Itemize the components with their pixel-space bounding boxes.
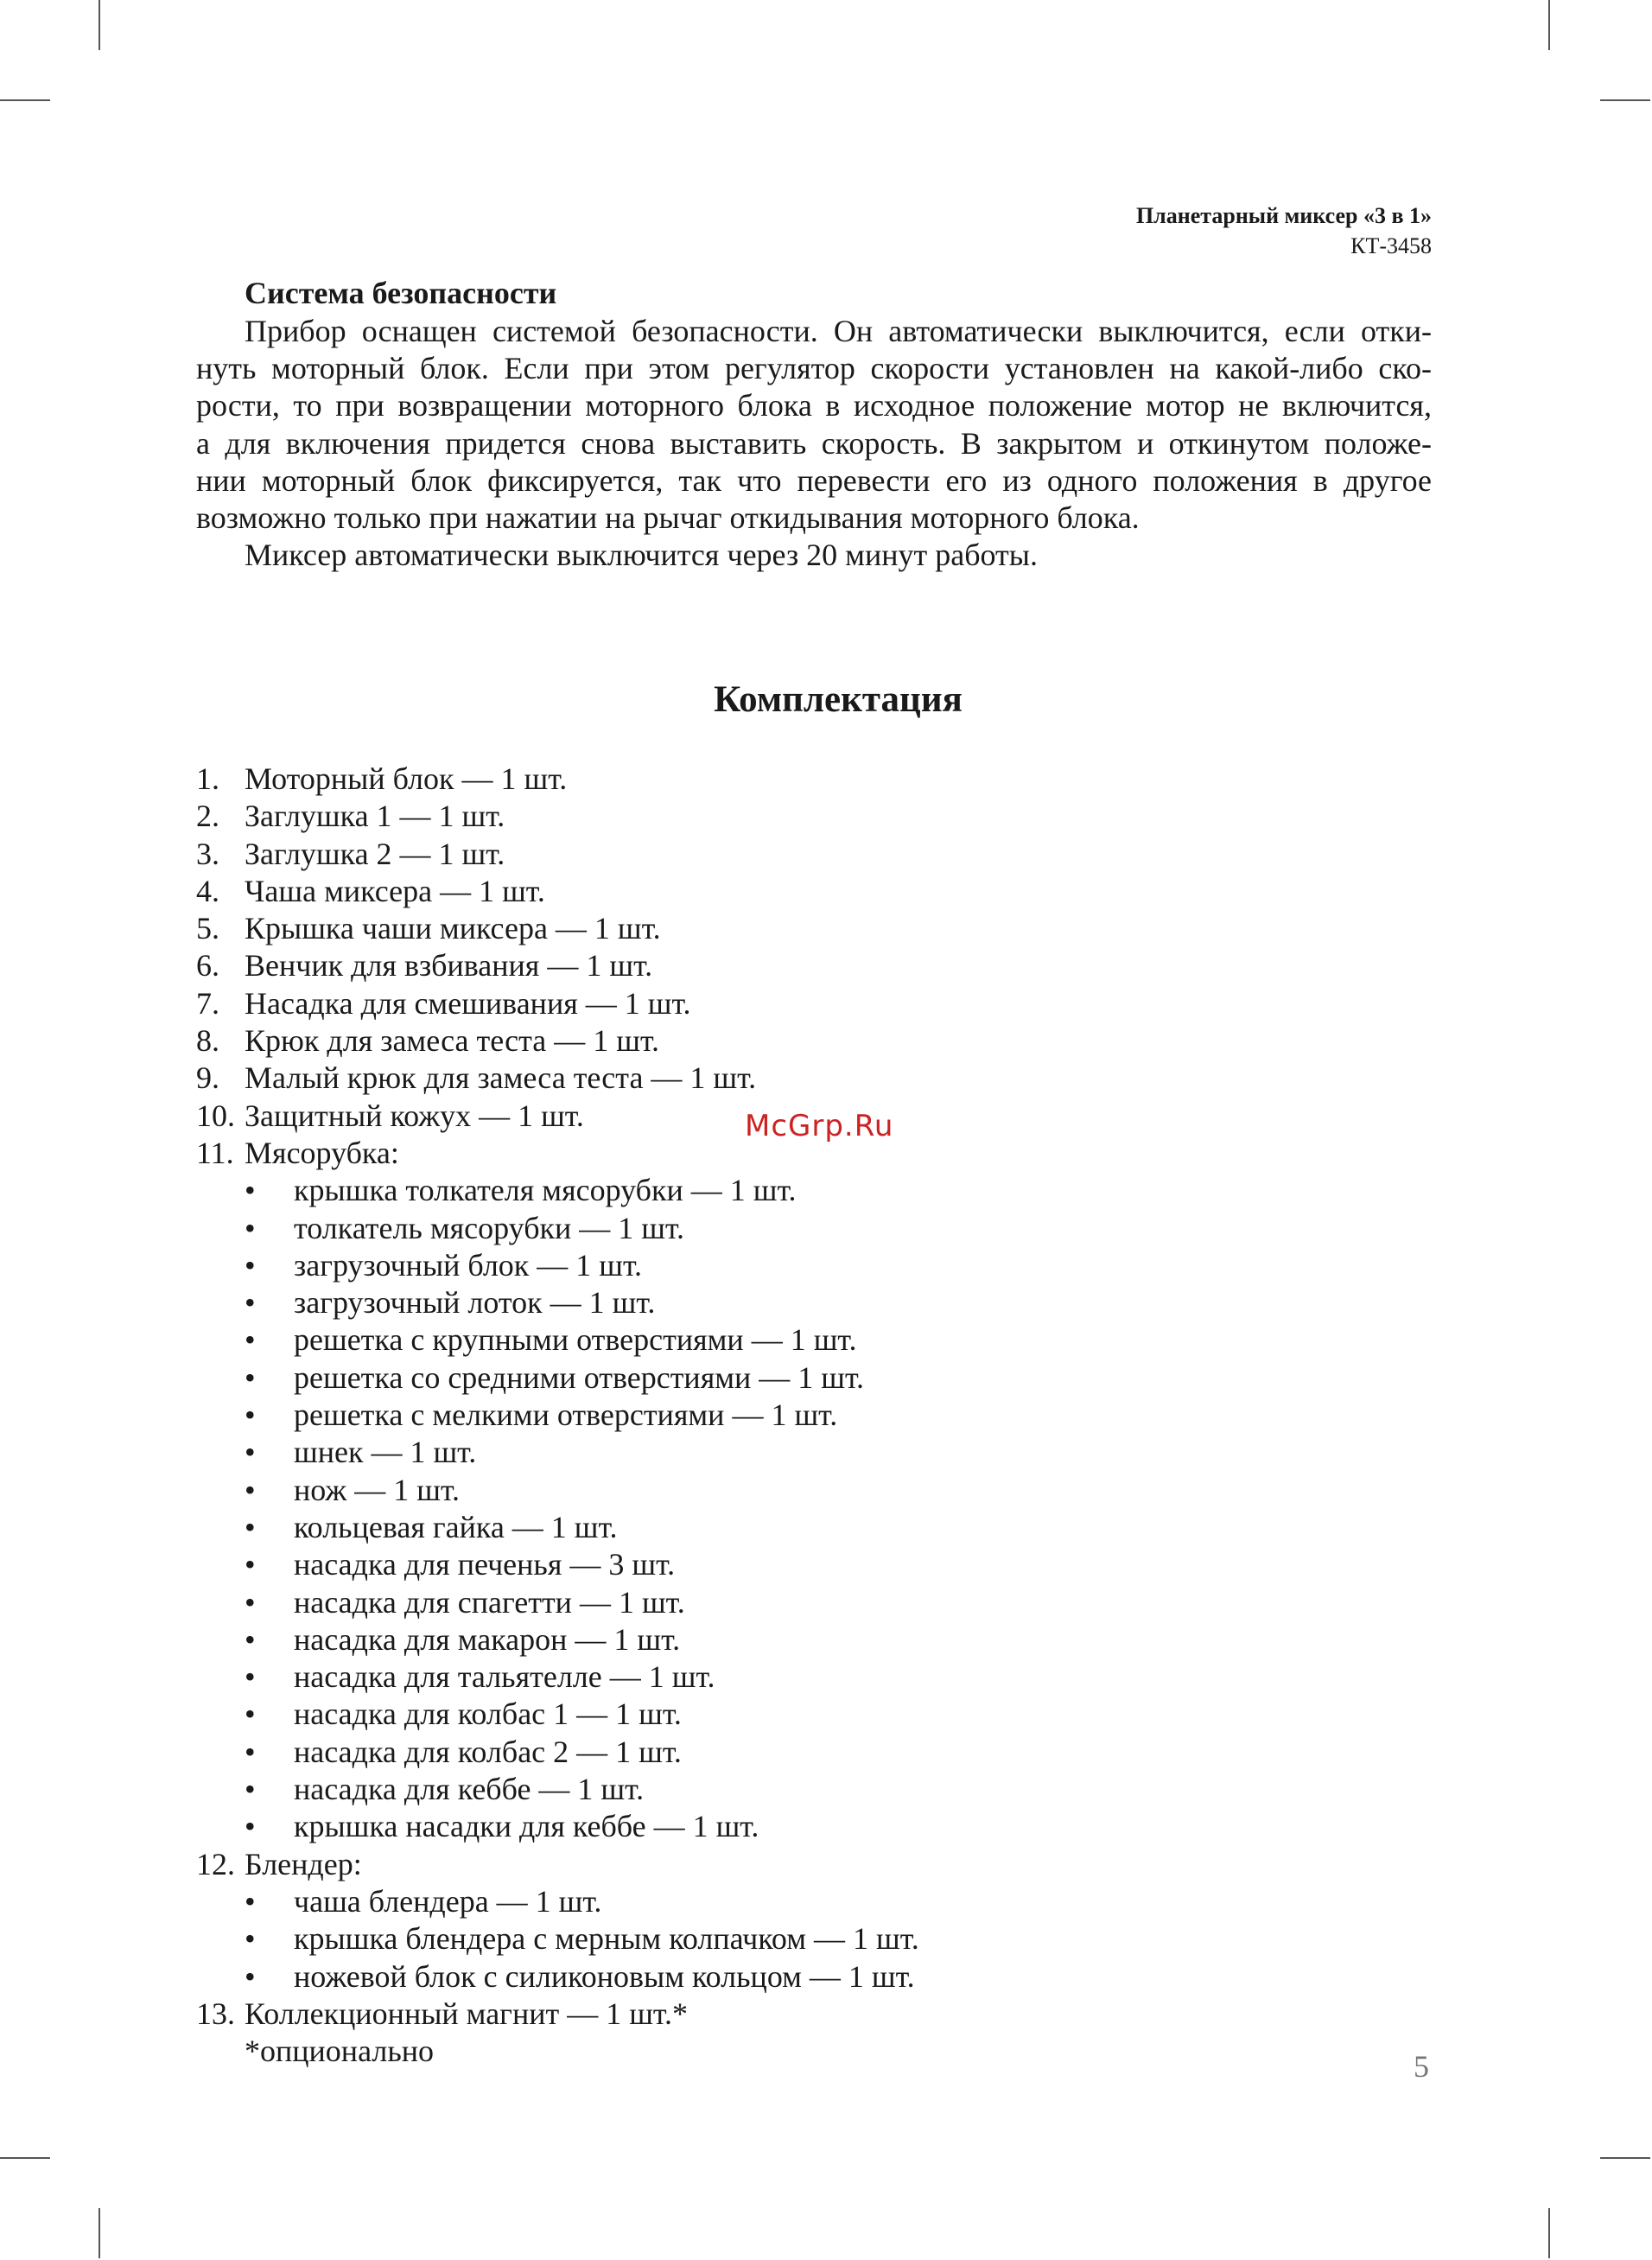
crop-mark — [1548, 2208, 1550, 2258]
bullet-icon: • — [245, 1472, 256, 1507]
safety-line: рости, то при возвращении моторного блока в исходное положение мотор не включится, — [196, 388, 1432, 423]
crop-mark — [98, 2208, 100, 2258]
sub-item-text: насадка для кеббе — 1 шт. — [294, 1772, 645, 1807]
item-number: 4. — [196, 873, 219, 908]
item-text: Моторный блок — 1 шт. — [245, 761, 568, 796]
sub-item-text: чаша блендера — 1 шт. — [294, 1883, 602, 1919]
sub-item-text: насадка для колбас 1 — 1 шт. — [294, 1697, 682, 1732]
sub-item-text: решетка с крупными отверстиями — 1 шт. — [294, 1322, 857, 1358]
sub-list-item — [196, 1210, 1319, 1247]
bullet-icon: • — [245, 1173, 256, 1208]
bullet-icon: • — [245, 1509, 256, 1544]
list-item — [196, 1060, 1319, 1097]
kit-list — [196, 761, 1319, 2070]
sub-item-text: нож — 1 шт. — [294, 1472, 460, 1507]
bullet-icon: • — [245, 1809, 256, 1844]
list-item — [196, 985, 1319, 1022]
item-text: Чаша миксера — 1 шт. — [245, 873, 545, 908]
page-number: 5 — [1414, 2049, 1429, 2084]
item-number: 9. — [196, 1060, 219, 1096]
list-item — [196, 798, 1319, 835]
sub-list-item — [196, 1397, 1319, 1434]
bullet-icon: • — [245, 1621, 256, 1657]
sub-list-item — [196, 1584, 1319, 1621]
sub-list-item — [196, 1696, 1319, 1733]
list-item — [196, 1022, 1319, 1060]
crop-mark — [1600, 2157, 1650, 2159]
sub-item-text: решетка с мелкими отверстиями — 1 шт. — [294, 1397, 838, 1433]
item-text: Коллекционный магнит — 1 шт.* — [245, 1996, 688, 2031]
item-text: Венчик для взбивания — 1 шт. — [245, 948, 653, 984]
list-item — [196, 761, 1319, 798]
sub-list-item — [196, 1546, 1319, 1583]
item-number: 10. — [196, 1098, 235, 1133]
sub-list-item — [196, 1321, 1319, 1359]
sub-list-item — [196, 1658, 1319, 1696]
sub-list-item — [196, 1958, 1319, 1996]
item-text: Мясорубка: — [245, 1135, 399, 1170]
bullet-icon: • — [245, 1547, 256, 1582]
sub-item-text: шнек — 1 шт. — [294, 1435, 477, 1470]
bullet-icon: • — [245, 1397, 256, 1433]
item-number: 2. — [196, 799, 219, 834]
kit-title: Комплектация — [714, 679, 963, 720]
sub-list-item — [196, 1808, 1319, 1845]
safety-line: Прибор оснащен системой безопасности. Он автоматически выключится, если отки- — [245, 314, 1432, 348]
crop-mark — [1548, 0, 1550, 50]
sub-list-item — [196, 1883, 1319, 1920]
item-text: Малый крюк для замеса теста — 1 шт. — [245, 1060, 757, 1096]
safety-note: Миксер автоматически выключится через 20 минут работы. — [245, 538, 1038, 573]
sub-item-text: толкатель мясорубки — 1 шт. — [294, 1210, 685, 1245]
sub-item-text: насадка для макарон — 1 шт. — [294, 1621, 681, 1657]
crop-mark — [98, 0, 100, 50]
sub-list-item — [196, 1771, 1319, 1808]
item-text: Защитный кожух — 1 шт. — [245, 1098, 584, 1133]
crop-mark — [0, 2157, 50, 2159]
list-item — [196, 947, 1319, 984]
bullet-icon: • — [245, 1247, 256, 1283]
safety-title: Система безопасности — [245, 276, 557, 310]
item-number: 1. — [196, 761, 219, 796]
sub-item-text: крышка толкателя мясорубки — 1 шт. — [294, 1173, 797, 1208]
sub-list-item — [196, 1247, 1319, 1284]
bullet-icon: • — [245, 1435, 256, 1470]
sub-list-item — [196, 1172, 1319, 1209]
bullet-icon: • — [245, 1734, 256, 1769]
sub-list-item — [196, 1284, 1319, 1321]
crop-mark — [1600, 99, 1650, 101]
item-text: Насадка для смешивания — 1 шт. — [245, 985, 691, 1021]
sub-list-item — [196, 1472, 1319, 1509]
item-text: Заглушка 2 — 1 шт. — [245, 836, 505, 871]
list-item — [196, 836, 1319, 873]
item-number: 7. — [196, 985, 219, 1021]
sub-list-item — [196, 1359, 1319, 1397]
item-number: 13. — [196, 1996, 235, 2031]
sub-list-item — [196, 1621, 1319, 1658]
item-number: 8. — [196, 1023, 219, 1059]
bullet-icon: • — [245, 1921, 256, 1957]
safety-line: нуть моторный блок. Если при этом регулятор скорости установлен на какой-либо ско- — [196, 351, 1432, 386]
safety-line: а для включения придется снова выставить скорость. В закрытом и откинутом положе- — [196, 425, 1432, 461]
bullet-icon: • — [245, 1659, 256, 1695]
list-item — [196, 1846, 1319, 1883]
bullet-icon: • — [245, 1322, 256, 1358]
sub-list-item — [196, 1509, 1319, 1546]
list-item — [196, 1996, 1319, 2033]
sub-item-text: крышка блендера с мерным колпачком — 1 шт. — [294, 1921, 919, 1957]
sub-list-item — [196, 1920, 1319, 1958]
item-number: 3. — [196, 836, 219, 871]
bullet-icon: • — [245, 1210, 256, 1245]
item-number: 11. — [196, 1135, 234, 1170]
item-text: Блендер: — [245, 1846, 362, 1881]
item-number: 5. — [196, 911, 219, 946]
sub-list-item — [196, 1434, 1319, 1471]
sub-item-text: крышка насадки для кеббе — 1 шт. — [294, 1809, 759, 1844]
list-item — [196, 873, 1319, 910]
safety-text — [196, 313, 1432, 574]
bullet-icon: • — [245, 1958, 256, 1994]
item-text: Крюк для замеса теста — 1 шт. — [245, 1023, 659, 1059]
sub-item-text: насадка для тальятелле — 1 шт. — [294, 1659, 715, 1695]
sub-item-text: ножевой блок с силиконовым кольцом — 1 шт. — [294, 1958, 915, 1994]
header-model: КТ-3458 — [1350, 233, 1432, 258]
bullet-icon: • — [245, 1584, 256, 1620]
sub-item-text: насадка для спагетти — 1 шт. — [294, 1584, 685, 1620]
sub-item-text: насадка для печенья — 3 шт. — [294, 1547, 676, 1582]
header-title: Планетарный миксер «3 в 1» — [1135, 203, 1432, 228]
list-item — [196, 910, 1319, 947]
crop-mark — [0, 99, 50, 101]
watermark: McGrp.Ru — [745, 1109, 894, 1143]
item-number: 12. — [196, 1846, 235, 1881]
sub-list-item — [196, 1734, 1319, 1771]
item-number: 6. — [196, 948, 219, 984]
running-header — [1136, 201, 1432, 261]
bullet-icon: • — [245, 1883, 256, 1919]
bullet-icon: • — [245, 1772, 256, 1807]
bullet-icon: • — [245, 1697, 256, 1732]
sub-item-text: загрузочный блок — 1 шт. — [294, 1247, 643, 1283]
safety-line: нии моторный блок фиксируется, так что перевести его из одного положения в другое — [196, 462, 1432, 498]
footnote-text: *опционально — [245, 2034, 435, 2069]
sub-item-text: насадка для колбас 2 — 1 шт. — [294, 1734, 682, 1769]
sub-item-text: кольцевая гайка — 1 шт. — [294, 1509, 618, 1544]
item-text: Заглушка 1 — 1 шт. — [245, 799, 505, 834]
bullet-icon: • — [245, 1285, 256, 1321]
item-text: Крышка чаши миксера — 1 шт. — [245, 911, 661, 946]
sub-item-text: загрузочный лоток — 1 шт. — [294, 1285, 656, 1321]
safety-line: возможно только при нажатии на рычаг откидывания моторного блока. — [196, 500, 1140, 536]
bullet-icon: • — [245, 1359, 256, 1395]
sub-item-text: решетка со средними отверстиями — 1 шт. — [294, 1359, 865, 1395]
footnote — [196, 2033, 1319, 2070]
